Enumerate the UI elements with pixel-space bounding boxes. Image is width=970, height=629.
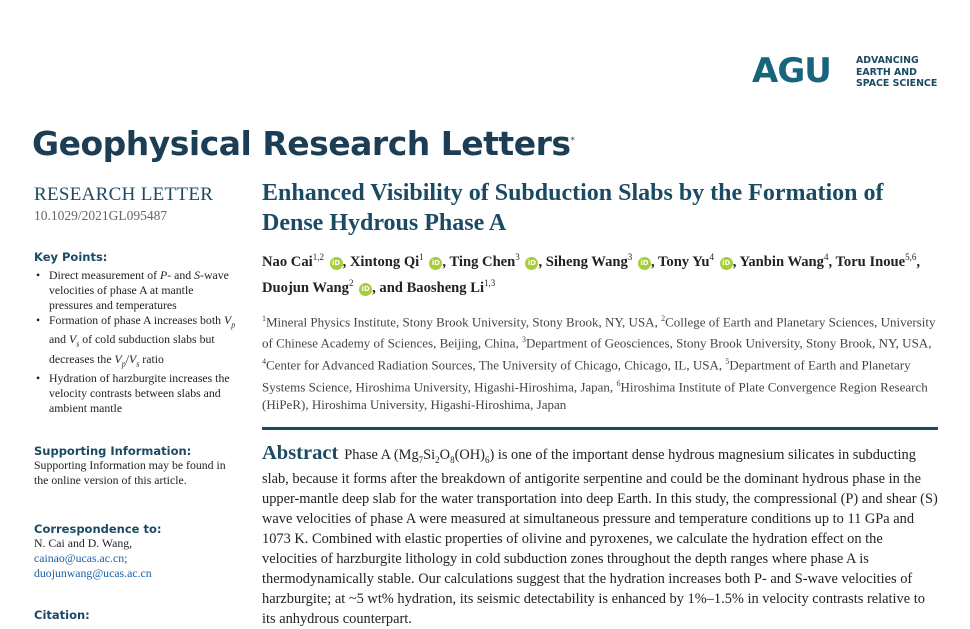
key-point: • Formation of phase A increases both $V_p$ and $V_s$ of cold subduction slabs but decreases the $V_p/V_s$ ratio [34, 313, 240, 371]
supporting-info-text: Supporting Information may be found in the online version of this article. [34, 458, 226, 488]
key-point: • Direct measurement of P- and S-wave velocities of phase A at mantle pressures and temperatures [34, 268, 240, 313]
affiliation-text: Department of Geosciences, Stony Brook University, Stony Brook, NY, USA, [525, 335, 932, 351]
author-affil-sup: 5,6 [905, 252, 917, 262]
affiliation-text: Department of Earth and Planetary Systems Science, Hiroshima University, Higashi-Hiroshima, Japan, [262, 357, 911, 394]
abstract-text: Si [423, 446, 436, 463]
key-points-list [34, 268, 240, 416]
author-affil-sup: 3 [515, 252, 520, 262]
author-name: Ting Chen [449, 253, 516, 270]
author-list: Nao Cai$^{1,2}$ iD , Xintong Qi$^1$ iD , Ting Chen$^3$ iD , Siheng Wang$^3$ iD , Tony Yu$^4$ iD , Yanbin Wang$^4$, Toru Inoue$^{5,6}$, Duojun Wang$^2$ iD , and Baosheng Li$^{1,3}$ [262, 252, 921, 296]
tagline-line-2: EARTH AND [856, 66, 917, 78]
formula-subscript: 2 [435, 454, 440, 465]
article-type-label: RESEARCH LETTER [34, 184, 214, 205]
citation-heading: Citation: [34, 608, 90, 623]
tagline-line-3: SPACE SCIENCE [856, 78, 938, 89]
author-name: Siheng Wang [545, 253, 628, 270]
affil-number: 3 [521, 335, 526, 345]
abstract-text: ) is one of the important dense hydrous magnesium silicates in subducting slab, because it forms after the breakdown of antigorite serpentine and could be the dominant hydrous phase in the upper-mantle deep slab for the water transportation into deep Earth. In this study, the compressional (P) and shear (S) wave velocities of phase A were measured at simultaneous pressure and temperature conditions up to 11 GPa and 1073 K. Combined with elastic properties of olivine and pyroxenes, we calculate the hydration effect on the velocities of harzburgite lithology in cold subduction zones throughout the depth ranges where phase A is thermodynamically stable. Our calculations suggest that the hydration increases both P- and S-wave velocities of harzburgite; at ~5 wt% hydration, its seismic detectability is enhanced by 1%–1.5% in velocity contrasts relative to its anhydrous counterpart. [262, 446, 938, 628]
author-name: Baosheng Li [406, 279, 485, 296]
affiliation-text: Center for Advanced Radiation Sources, The University of Chicago, Chicago, IL, USA, [266, 357, 726, 373]
affil-number: 2 [661, 313, 666, 323]
abstract-label: Abstract [262, 441, 339, 464]
author-name: Tony Yu [658, 253, 710, 270]
author-affil-sup: 3 [627, 252, 633, 262]
abstract-text: (OH) [454, 446, 485, 463]
supporting-info-heading: Supporting Information: [34, 444, 192, 459]
author-affil-sup: 1,3 [484, 277, 496, 288]
abstract-text: O [439, 446, 451, 463]
author-affil-sup: 2 [348, 277, 354, 288]
section-divider [262, 427, 938, 430]
author-name: Duojun Wang [262, 279, 349, 296]
affiliation-text: Mineral Physics Institute, Stony Brook University, Stony Brook, NY, USA, [266, 314, 662, 330]
main-content [262, 178, 938, 629]
formula-subscript: 8 [450, 454, 455, 465]
orcid-icon[interactable]: iD [638, 257, 651, 270]
orcid-icon[interactable]: iD [429, 257, 442, 270]
affiliations [262, 310, 938, 415]
key-points-heading: Key Points: [34, 250, 108, 264]
doi[interactable]: 10.1029/2021GL095487 [34, 208, 168, 223]
author-name: Yanbin Wang [739, 253, 824, 270]
formula-subscript: 7 [418, 454, 424, 465]
agu-logo-letters: AGU [752, 51, 831, 91]
agu-logo[interactable] [752, 52, 942, 92]
correspondence-names: N. Cai and D. Wang, [34, 536, 133, 551]
affil-number: 1 [262, 313, 266, 323]
abstract [262, 443, 938, 629]
journal-title [32, 124, 575, 163]
affil-number: 6 [616, 378, 621, 388]
affil-number: 5 [725, 356, 730, 366]
journal-title-text: Geophysical Research Letters [32, 124, 571, 163]
author-affil-sup: 4 [709, 252, 715, 262]
author-affil-sup: 4 [823, 252, 829, 262]
sidebar [34, 184, 240, 622]
author-name: Toru Inoue [835, 253, 906, 270]
orcid-icon[interactable]: iD [330, 257, 343, 270]
correspondence-heading: Correspondence to: [34, 522, 162, 537]
agu-logo-tagline [856, 55, 937, 90]
author-affil-sup: 1 [419, 252, 424, 262]
affiliation-text: Hiroshima Institute of Plate Convergence Region Research (HiPeR), Hiroshima University, Higashi-Hiroshima, Japan [262, 378, 928, 413]
journal-title-mark: * [570, 136, 575, 146]
tagline-line-1: ADVANCING [856, 55, 919, 66]
formula-subscript: 6 [484, 454, 490, 465]
affil-number: 4 [262, 356, 266, 366]
key-point: • Hydration of harzburgite increases the velocity contrasts between slabs and ambient mantle [34, 371, 240, 416]
affiliation-text: College of Earth and Planetary Sciences, University of Chinese Academy of Sciences, Beijing, China, [262, 314, 936, 351]
email-link-wang[interactable]: duojunwang@ucas.ac.cn [34, 566, 152, 581]
orcid-icon[interactable]: iD [359, 283, 372, 296]
orcid-icon[interactable]: iD [720, 257, 733, 270]
orcid-icon[interactable]: iD [525, 257, 538, 270]
article-title: Enhanced Visibility of Subduction Slabs by the Formation of Dense Hydrous Phase A [262, 180, 884, 236]
email-link-cai[interactable]: cainao@ucas.ac.cn; [34, 551, 128, 566]
abstract-text: Phase A (Mg [344, 446, 419, 463]
author-affil-sup: 1,2 [312, 252, 324, 262]
author-name: Xintong Qi [349, 253, 420, 270]
author-name: Nao Cai [262, 253, 313, 270]
